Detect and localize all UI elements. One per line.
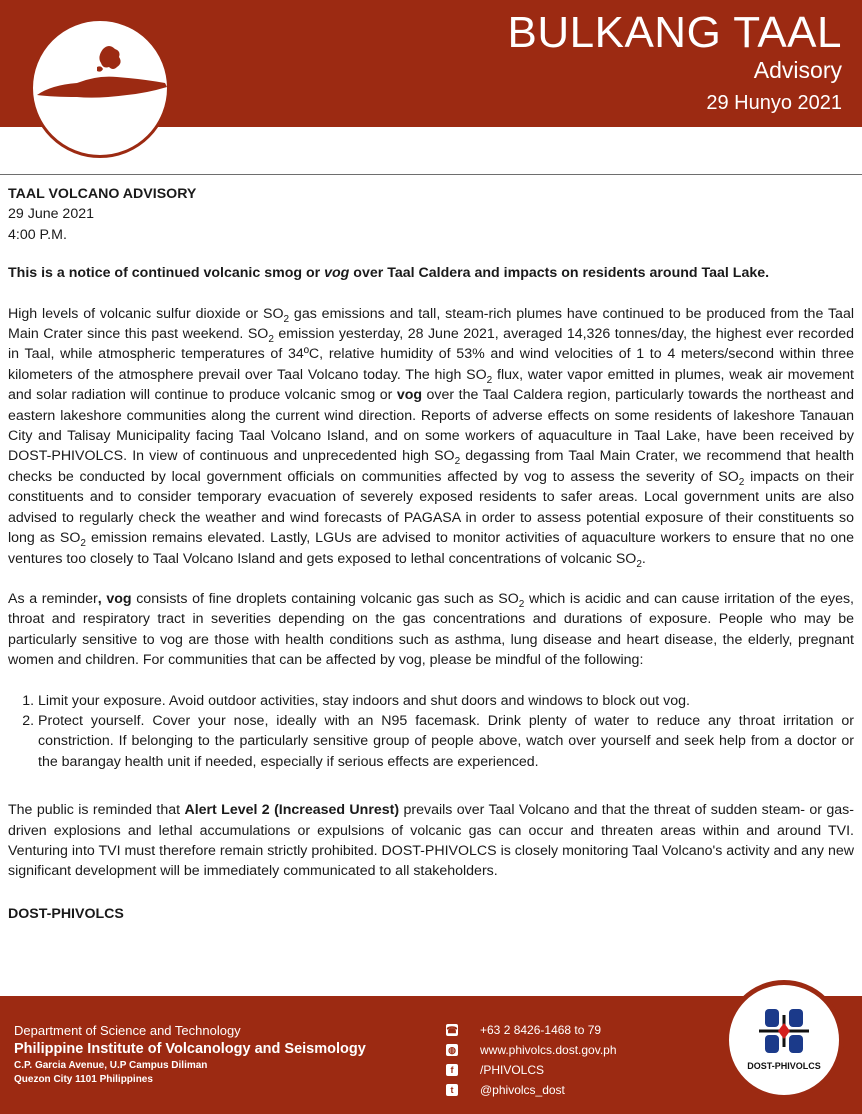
advisory-body xyxy=(8,184,854,924)
p2-text: consists of fine droplets containing volcanic gas such as xyxy=(131,590,499,607)
header-divider xyxy=(0,174,862,175)
dost-phivolcs-logo xyxy=(724,980,844,1100)
footer-dept: Department of Science and Technology xyxy=(14,1023,241,1038)
contact-facebook[interactable] xyxy=(446,1060,617,1080)
phivolcs-emblem-icon xyxy=(729,985,839,1095)
alert-level: Alert Level 2 (Increased Unrest) xyxy=(184,802,400,819)
so2-label: SO xyxy=(247,326,269,343)
taal-island-icon xyxy=(33,21,167,155)
page-subtitle: Advisory xyxy=(753,57,842,83)
p1-text: over the Taal Caldera region, particularly towards the northeast and eastern lakeshore communities along the current wind direction. Reports of adverse effects on some residents of lakeshore Tanauan City and Talisay Municipality facing Taal Volcano Island, and on some workers of aquaculture in Taal Lake, have been received by DOST-PHIVOLCS. In view of continuous and unprecedented high xyxy=(8,387,854,465)
facebook-link[interactable]: /PHIVOLCS xyxy=(480,1063,545,1077)
list-item: 2. Protect yourself. Cover your nose, ideally with an N95 facemask. Drink plenty of water to reduce any throat irritation or constriction. If belonging to the particularly sensitive group of people above, watch over yourself and seek help from a doctor or the barangay health unit if needed, especially if serious effects are experienced. xyxy=(38,711,854,772)
page-title: BULKANG TAAL xyxy=(507,8,842,57)
notice-text-end: over Taal Caldera and impacts on residents around Taal Lake. xyxy=(349,265,770,282)
p2-text: As a reminder xyxy=(8,590,98,607)
p1-text: emission remains elevated. Lastly, LGUs are advised to monitor activities of aquaculture workers to ensure that no one ventures too closely to Taal Volcano Island and gets exposed to lethal concentrations of volcanic xyxy=(8,530,854,567)
precaution-list xyxy=(8,691,854,773)
so2-sub: 2 xyxy=(486,374,493,386)
twitter-icon: t xyxy=(446,1084,458,1096)
so2-label: SO xyxy=(466,366,487,383)
notice-text: This is a notice of continued volcanic smog or xyxy=(8,265,325,282)
p1-text: emission yesterday, 28 June 2021, averaged 14,326 tonnes/day, the highest ever recorded in Taal, while atmospheric temperatures of 34ºC, relative humidity of 53% and wind velocities of 1 to 4 meters/second within three kilometers of the atmosphere prevail over Taal Volcano today. The high xyxy=(8,326,854,383)
so2-sub: 2 xyxy=(518,598,525,610)
so2-sub: 2 xyxy=(268,333,274,345)
so2-sub: 2 xyxy=(738,476,745,488)
logo-caption: DOST-PHIVOLCS xyxy=(747,1061,821,1071)
taal-logo xyxy=(30,18,170,158)
so2-label: SO xyxy=(59,530,81,547)
twitter-link[interactable]: @phivolcs_dost xyxy=(480,1083,565,1097)
footer-institute: Philippine Institute of Volcanology and Seismology xyxy=(14,1041,366,1057)
phone-number: +63 2 8426-1468 to 79 xyxy=(480,1023,602,1037)
contact-web[interactable] xyxy=(446,1040,617,1060)
p2-text: which is acidic and can cause irritation of the eyes, throat and respiratory tract in severities depending on the gas concentrations and durations of exposure. People who may be particularly sensitive to vog are those with health conditions such as asthma, lung disease and heart disease, the elderly, pregnant women and children. For communities that can be affected by vog, please be mindful of the following: xyxy=(8,590,855,669)
p3-text: The public is reminded that xyxy=(8,802,185,819)
signature: DOST-PHIVOLCS xyxy=(8,905,124,922)
so2-label: SO xyxy=(718,468,739,485)
facebook-icon: f xyxy=(446,1064,458,1076)
paragraph-emissions xyxy=(8,304,854,569)
p2-vog: , vog xyxy=(97,590,132,607)
footer-contacts xyxy=(446,1020,617,1100)
footer-address-1: C.P. Garcia Avenue, U.P Campus Diliman xyxy=(14,1060,208,1071)
p3-text: prevails over Taal Volcano and that the threat of sudden steam- or gas-driven explosions and lethal accumulations or expulsions of volcanic gas can occur and threaten areas within and around TVI. Venturing into TVI must therefore remain strictly prohibited. DOST-PHIVOLCS is closely monitoring Taal Volcano's activity and any new significant development will be immediately communicated to all stakeholders. xyxy=(8,802,854,880)
footer-org xyxy=(14,1022,366,1087)
paragraph-reminder xyxy=(8,589,854,671)
so2-sub: 2 xyxy=(636,558,642,570)
advisory-notice xyxy=(8,263,854,283)
footer xyxy=(0,996,862,1114)
so2-sub: 2 xyxy=(454,456,461,468)
p1-text: gas emissions and tall, steam-rich plumes have continued to be produced from the Taal Main Crater since this past weekend. xyxy=(8,305,854,343)
p1-text: flux, water vapor emitted in plumes, weak air movement and solar radiation will continue to produce volcanic smog or xyxy=(8,366,854,404)
advisory-heading: TAAL VOLCANO ADVISORY xyxy=(8,186,197,202)
so2-label: SO xyxy=(434,448,455,465)
advisory-time: 4:00 P.M. xyxy=(8,226,67,243)
header-date: 29 Hunyo 2021 xyxy=(706,92,842,114)
notice-vog: vog xyxy=(324,265,350,282)
so2-sub: 2 xyxy=(80,537,86,549)
so2-sub: 2 xyxy=(283,313,290,325)
contact-phone xyxy=(446,1020,617,1040)
footer-address-2: Quezon City 1101 Philippines xyxy=(14,1074,153,1085)
p1-vog: vog xyxy=(396,387,423,404)
globe-icon: ◍ xyxy=(446,1044,458,1056)
p1-text: impacts on their constituents and to consider temporary evacuation of severely exposed residents to safer areas. Local government units are also advised to regularly check the weather and wind forecasts of PAGASA in order to assess potential exposure of their constituents so long as xyxy=(8,468,854,547)
p1-text: High levels of volcanic sulfur dioxide or xyxy=(8,305,263,322)
phone-icon: ☎ xyxy=(446,1024,458,1035)
so2-label: SO xyxy=(615,550,637,567)
p1-text: . xyxy=(641,550,646,567)
website-link[interactable]: www.phivolcs.dost.gov.ph xyxy=(480,1043,617,1057)
advisory-date: 29 June 2021 xyxy=(8,206,94,223)
so2-label: SO xyxy=(498,590,519,607)
so2-label: SO xyxy=(262,305,284,322)
contact-twitter[interactable] xyxy=(446,1080,617,1100)
p1-text: degassing from Taal Main Crater, we recommend that health checks be conducted by local government officials on communities affected by vog to assess the severity of xyxy=(8,448,855,485)
list-item: 1. Limit your exposure. Avoid outdoor activities, stay indoors and shut doors and windows to block out vog. xyxy=(38,691,854,711)
paragraph-alert xyxy=(8,800,854,882)
